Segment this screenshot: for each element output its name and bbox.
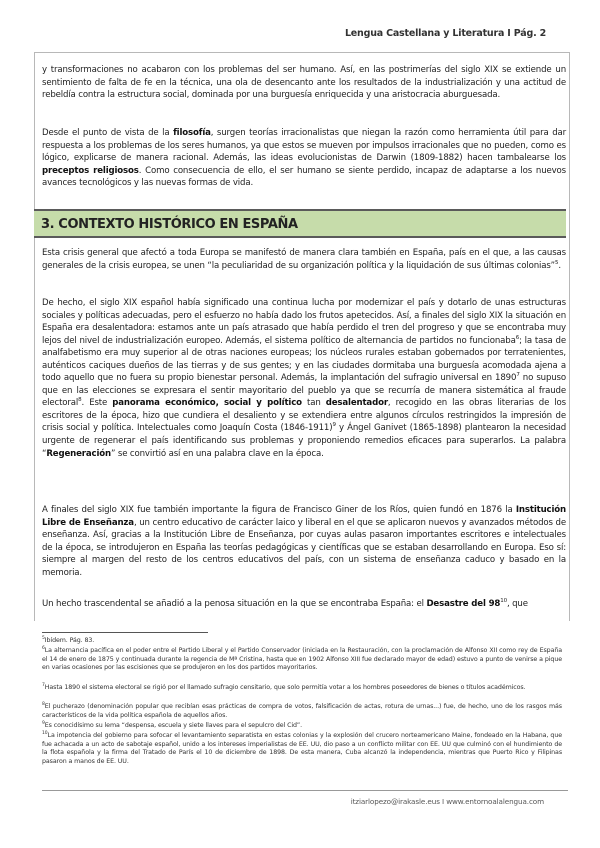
term-regeneracion: Regeneración [46,448,111,459]
footer-separator [42,790,568,791]
section-title: 3. CONTEXTO HISTÓRICO EN ESPAÑA [41,217,298,232]
footnote-ref: 8 [78,397,82,404]
page-header: Lengua Castellana y Literatura I Pág. 2 [344,28,546,39]
footnote-5: $^5$Ibídem. Pág. 83. [42,635,95,644]
term-panorama: panorama económico, social y político [112,398,302,409]
footnote-ref: 5 [554,259,559,266]
term-institucion-libre: Institución Libre de Enseñanza [42,505,566,528]
term-desalentador: desalentador [325,398,388,409]
paragraph-institucion: A finales del siglo XIX fue también importante la figura de Francisco Giner de los Ríos, quien fundó en 1876 la Institución Libre de Enseñanza, un centro educativo de carácter laico y liberal en el que se aplicaron nuevos y avanzados métodos de enseñanza. Así, gracias a la Institución Libre de Enseñanza, por cuyas aulas pasaron importantes escritores e intelectuales de la época, se introdujeron en España las teorías pedagógicas y científicas que se estaban desarrollando en Europa. Eso sí: siempre al margen del resto de los centros educativos del país, con un sistema de enseñanza caduco y basado en la memoria. [42,505,566,578]
footnote-ref: 7 [516,372,520,379]
footnote-ref: 9 [332,422,336,429]
term-preceptos-religiosos: preceptos religiosos [42,165,139,176]
term-desastre-98: Desastre del 98 [426,599,501,609]
footnote-8: $^8$El pucherazo (denominación popular que recibían esas prácticas de compra de votos, falsificación de actas, rotura de urnas...) fue, de hecho, uno de los rasgos más característicos de la vida política española de aquellos años. [42,701,562,719]
term-filosofia: filosofía [173,128,211,138]
page-footer: itziarlopezo@irakasle.eus I www.entornoalalengua.com [350,797,544,806]
section-heading [34,209,566,238]
footnote-6: $^6$La alternancia pacífica en el poder entre el Partido Liberal y el Partido Conservador (iniciada en la Restauración, con la proclamación de Alfonso XII como rey de España el 14 de enero de 1875 y continuada durante la regencia de Mª Cristina, hasta que en 1902 Alfonso XIII fue declarado mayor de edad) estuvo a punto de venirse a pique en varias ocasiones por las escisiones que se produjeron en los dos partidos mayoritarios. [42,645,562,672]
paragraph-siglo-xix: De hecho, el siglo XIX español había significado una continua lucha por modernizar el país y dotarlo de unas estructuras sociales y políticas adecuadas, pero el esfuerzo no había dado los frutos apetecidos. Así, a finales del siglo XIX la situación en España era desalentadora: estamos ante un país atrasado que había perdido el tren del progreso y que se encontraba muy lejos del nivel de industrialización europeo. Además, el sistema político de alternancia de partidos no funcionaba$^6$; la tasa de analfabetismo era muy superior al de otras naciones europeas; los núcleos rurales estaban gobernados por terratenientes, auténticos caciques dueños de las tierras y de sus gentes; y en las ciudades dormitaba una burguesía acomodada ajena a todo aquello que no fuera su propio bienestar personal. Además, la implantación del sufragio universal en 1890$^7$ no supuso que en las elecciones se expresara el sentir mayoritario del pueblo ya que se recurría de manera sistemática al fraude electoral$^8$. Este panorama económico, social y político tan desalentador, recogido en las obras literarias de los escritores de la época, hizo que cundiera el desaliento y se extendiera entre algunos círculos restringidos la impresión de crisis social y política. Intelectuales como Joaquín Costa (1846-1911)$^9$ y Ángel Ganivet (1865-1898) plantearon la necesidad urgente de regenerar el país identificando sus problemas y proponiendo remedios eficaces para superarlos. La palabra “Regeneración” se convirtió así en una palabra clave en la época. [42,298,566,459]
footnote-separator [42,632,208,633]
footnote-10: $^{10}$La impotencia del gobierno para sofocar el levantamiento separatista en estas colonias y la explosión del crucero norteamericano Maine, fondeado en la Habana, que fue achacada a un acto de sabotaje español, unido a los intereses imperialistas de EE. UU, dio paso a un conflicto militar con EE. UU que culminó con el hundimiento de la flota española y la firma del Tratado de París el 10 de diciembre de 1898. De esta manera, Cuba alcanzó la independencia, mientras que Puerto Rico y Filipinas pasaron a manos de EE. UU. [42,730,562,765]
footnote-ref: 10 [500,598,507,605]
footnote-ref: 6 [515,334,520,341]
footnote-9: $^9$Es conocidísimo su lema “despensa, escuela y siete llaves para el sepulcro del Cid”. [42,720,302,729]
paragraph-desastre: Un hecho trascendental se añadió a la penosa situación en la que se encontraba España: el Desastre del $98^{10}$, que [42,598,528,609]
footnote-7: $^7$Hasta 1890 el sistema electoral se rigió por el llamado sufragio censitario, que solo permitía votar a los hombres poseedores de bienes o títulos académicos. [42,682,526,691]
paragraph-crisis-general: Esta crisis general que afectó a toda Europa se manifestó de manera clara también en España, país en el que, a las causas generales de la crisis europea, se unen “la peculiaridad de su organización política y la liquidación de sus últimas colonias”$^5$. [42,248,566,271]
paragraph-filosofia: Desde el punto de vista de la filosofía, surgen teorías irracionalistas que niegan la razón como herramienta útil para dar respuesta a los problemas de los seres humanos, ya que estos se mueven por impulsos irracionales que no pueden, como es lógico, explicarse de manera racional. Además, las ideas evolucionistas de Darwin (1809-1882) hacen tambalearse los preceptos religiosos. Como consecuencia de ello, el ser humano se siente perdido, incapaz de adaptarse a los nuevos avances tecnológicos y las nuevas formas de vida. [42,128,566,189]
paragraph-transformaciones: y transformaciones no acabaron con los problemas del ser humano. Así, en las postrimerías del siglo XIX se extiende un sentimiento de falta de fe en la técnica, una ola de desencanto ante los resultados de la industrialización y una actitud de rebeldía contra la estructura social, dominada por una burguesía enriquecida y una aristocracia aburguesada. [42,65,566,101]
